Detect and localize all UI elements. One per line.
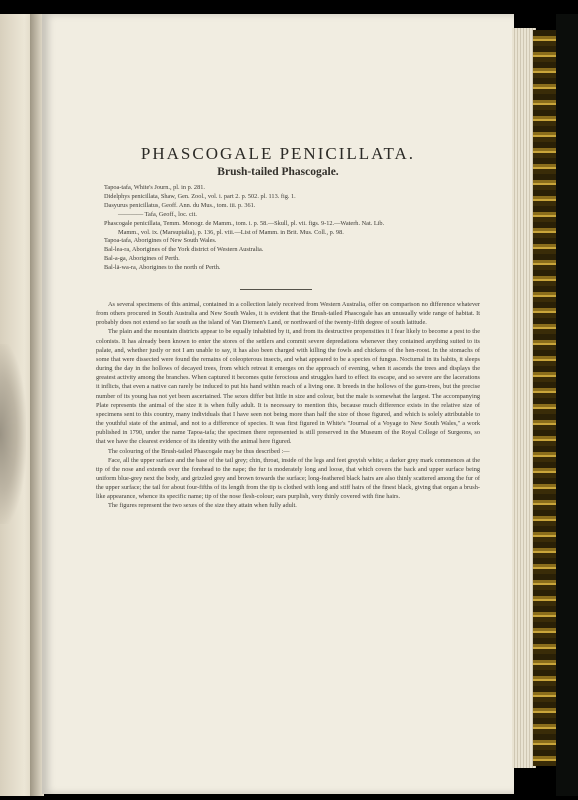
description-text (96, 300, 480, 511)
paragraph: The figures represent the two sexes of the size they attain when fully adult. (108, 502, 297, 510)
synonym-entry: Bal-lā-wa-ra, Aborigines to the north of Perth. (104, 264, 221, 272)
page-subtitle: Brush-tailed Phascogale. (217, 166, 339, 178)
section-divider (240, 289, 312, 290)
paragraph: Face, all the upper surface and the base of the tail grey; chin, throat, inside of the legs and feet greyish white; a darker grey mark commences at the tip of the nose and extends over the forehead to the nape; the fur is moderately long and loose, that which covers the back and upper surface being uniform blue-grey next the body, and grizzled grey and brown towards the surface; long-feathered black hairs are also thinly scattered among the fur of the upper surface; the tail for about four-fifths of its length from the tip is clothed with long and stiff hairs of the finest black, giving that organ a brush-like appearance, whence its specific name; tip of the nose flesh-colour; ears purplish, very thinly covered with fine hairs. (96, 456, 480, 501)
synonym-entry: Mamm., vol. ix. (Marsupialia), p. 136, pl. viii.—List of Mamm. in Brit. Mus. Coll., p. 98. (118, 228, 344, 236)
synonym-entry: Phascogale penicillata, Temm. Monogr. de Mamm., tom. i. p. 58.—Skull, pl. vii. figs. 9-12.—Waterh. Nat. Lib. (104, 219, 385, 227)
synonym-entry: Tapoa-tafa, White's Journ., pl. in p. 281. (104, 184, 205, 191)
paragraph: The plain and the mountain districts appear to be equally inhabited by it, and from its destructive propensities it I fear likely to become a pest to the colonists. It has already been known to enter the stores of the settlers and commit severe depredations whenever they contained anything suited to its palate, and, whether justly or not I am unable to say, it has also been charged with killing the fowls and chickens of the hen-roost. In the stomachs of some that were dissected were found the remains of coleopterous insects, and what appeared to be a species of fungus. Nocturnal in its habits, it sleeps during the day in the hollows of decayed trees, from which retreat it emerges on the approach of evening, when it ascends the trees and displays the greatest activity among the branches. When captured it becomes quite ferocious and struggles hard to effect its escape, and so severe are the lacerations it inflicts, that even a native can rarely be induced to put his hand within reach of a living one. It breeds in the hollows of the gum-trees, but the precise number of its young has not yet been ascertained. The sexes differ but little in size and colour, but the male is somewhat the largest. The accompanying Plate represents the animal of the size it is when fully adult. It is necessary to mention this, because much difference exists in the relative size of specimens sent to this country, many individuals that I have seen not being more than half the size of those figured, and which is solely attributable to the youthful state of the animal, and not to a difference of species. It was first figured in White's "Journal of a Voyage to New South Wales," a work published in 1790, under the name Tapoa-tafa; the specimen there represented is still preserved in the Museum of the Royal College of Surgeons, so that we have the clearest evidence of its identity with the animal here figured. (96, 328, 480, 446)
synonym-entry: Bal-lea-ra, Aborigines of the York district of Western Australia. (104, 246, 264, 254)
page-title: PHASCOGALE PENICILLATA. (140, 144, 416, 163)
paragraph: The colouring of the Brush-tailed Phascogale may be thus described :— (108, 447, 290, 455)
synonym-entry: ———— Tafa, Geoff., loc. cit. (118, 210, 197, 218)
synonym-entry: Tapoa-tafa, Aborigines of New South Wales. (104, 237, 217, 245)
synonym-entry: Didelphys penicillata, Shaw, Gen. Zool., vol. i. part 2. p. 502. pl. 113. fig. 1. (104, 192, 296, 200)
synonym-entry: Dasyurus penicillatus, Geoff. Ann. du Mus., tom. iii. p. 361. (104, 201, 256, 209)
paragraph: As several specimens of this animal, contained in a collection lately received from Western Australia, offer on comparison no difference whatever from others procured in South Australia and New South Wales, it is evident that the Brush-tailed Phascogale has an unusually wide range of habitat. It probably does not extend so far south as the island of Van Diemen's Land, or northward of the twenty-fifth degree of south latitude. (96, 301, 480, 327)
book-cover (556, 14, 578, 796)
synonym-entry: Bal-a-ga, Aborigines of Perth. (104, 255, 180, 263)
synonymy-list (104, 184, 504, 273)
plate-illustration-fragment (0, 344, 26, 524)
